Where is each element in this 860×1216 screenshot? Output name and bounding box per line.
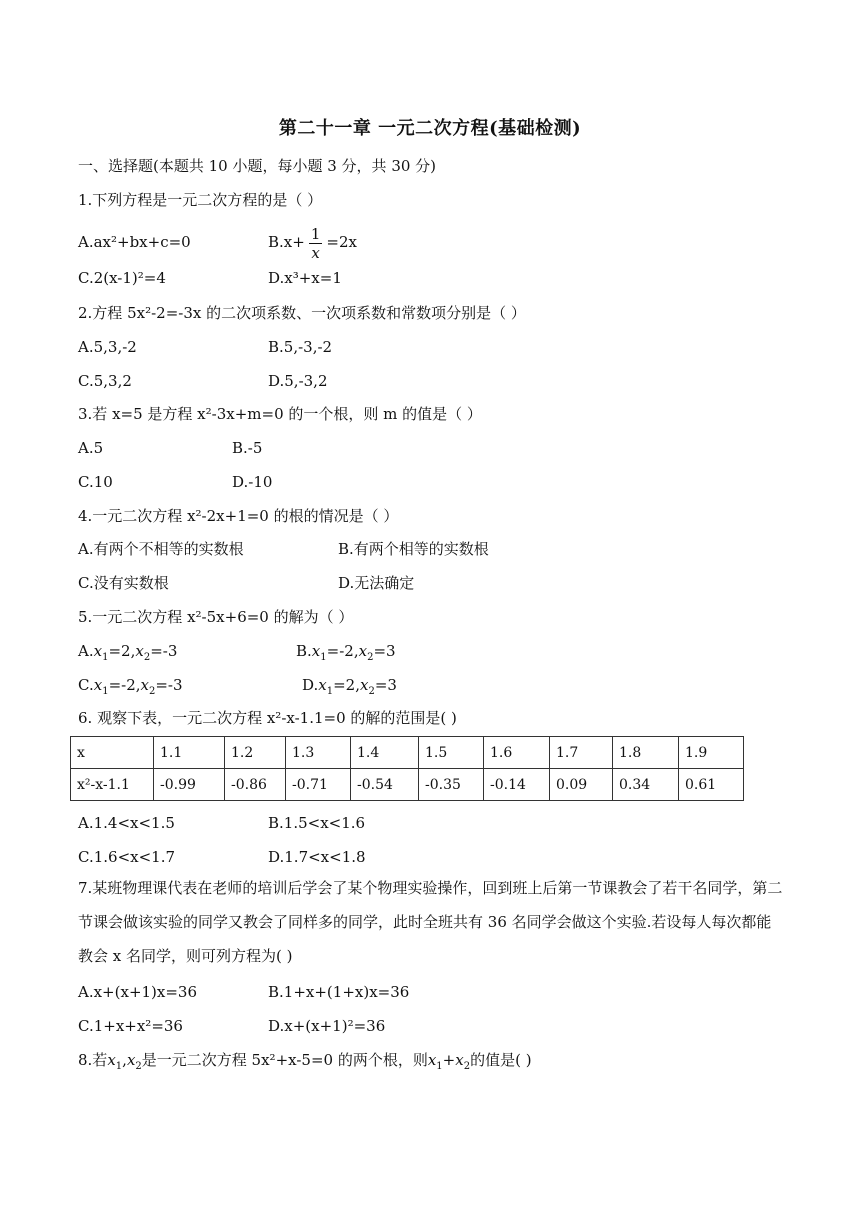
q4-option-a: A.有两个不相等的实数根 <box>78 540 244 558</box>
table-cell: -0.54 <box>351 769 419 801</box>
table-cell: -0.71 <box>286 769 351 801</box>
q5-option-b: $B.x_1=-2,x_2=3$ <box>296 642 396 663</box>
q5-option-d: $D.x_1=2,x_2=3$ <box>302 676 397 697</box>
table-cell: 0.09 <box>550 769 613 801</box>
q1-option-c: C.2(x-1)²=4 <box>78 269 166 287</box>
q7-option-a: A.x+(x+1)x=36 <box>78 983 198 1001</box>
q7-option-b: B.1+x+(1+x)x=36 <box>268 983 410 1001</box>
table-cell: -0.86 <box>225 769 286 801</box>
q3-option-b: B.-5 <box>232 439 263 457</box>
section-heading: 一、选择题(本题共 10 小题，每小题 3 分，共 30 分) <box>78 157 437 175</box>
q7-option-d: D.x+(x+1)²=36 <box>268 1017 386 1035</box>
q5-option-c: $C.x_1=-2,x_2=-3$ <box>78 676 183 697</box>
q4-option-b: B.有两个相等的实数根 <box>338 540 489 558</box>
table-cell: 0.61 <box>679 769 744 801</box>
q7-option-c: C.1+x+x²=36 <box>78 1017 183 1035</box>
q1-option-d: D.x³+x=1 <box>268 269 342 287</box>
values-table <box>70 736 744 801</box>
q6-option-d: D.1.7<x<1.8 <box>268 848 366 866</box>
question-4-stem: 4.一元二次方程 x²-2x+1=0 的根的情况是（ ） <box>78 507 399 525</box>
table-cell: x²-x-1.1 <box>71 769 154 801</box>
table-cell: 1.4 <box>351 737 419 769</box>
table-cell: 1.6 <box>484 737 550 769</box>
q5-option-a: $A.x_1=2,x_2=-3$ <box>78 642 178 663</box>
fraction: $\frac{1}{x}$ <box>310 224 321 262</box>
table-cell: 1.2 <box>225 737 286 769</box>
table-cell: -0.99 <box>154 769 225 801</box>
question-2-stem: 2.方程 5x²-2=-3x 的二次项系数、一次项系数和常数项分别是（ ） <box>78 304 526 322</box>
q1-option-a: A.ax²+bx+c=0 <box>78 233 191 251</box>
table-cell: 1.5 <box>419 737 484 769</box>
question-6-stem: 6. 观察下表，一元二次方程 x²-x-1.1=0 的解的范围是( ) <box>78 709 457 727</box>
question-3-stem: 3.若 x=5 是方程 x²-3x+m=0 的一个根，则 m 的值是（ ） <box>78 405 482 423</box>
q2-option-d: D.5,-3,2 <box>268 372 328 390</box>
table-row <box>71 737 744 769</box>
q6-option-c: C.1.6<x<1.7 <box>78 848 176 866</box>
table-cell: x <box>71 737 154 769</box>
q3-option-d: D.-10 <box>232 473 273 491</box>
table-cell: 1.1 <box>154 737 225 769</box>
q2-option-a: A.5,3,-2 <box>78 338 137 356</box>
q1-option-b: B.x+ $\frac{1}{x}$ =2x <box>268 224 357 262</box>
question-1-stem: 1.下列方程是一元二次方程的是（ ） <box>78 191 323 209</box>
q2-option-b: B.5,-3,-2 <box>268 338 333 356</box>
page-title: 第二十一章 一元二次方程(基础检测) <box>278 118 582 139</box>
table-cell: 0.34 <box>613 769 679 801</box>
table-cell: 1.9 <box>679 737 744 769</box>
q6-option-a: A.1.4<x<1.5 <box>78 814 175 832</box>
table-cell: -0.35 <box>419 769 484 801</box>
table-cell: 1.8 <box>613 737 679 769</box>
question-7-stem: 7.某班物理课代表在老师的培训后学会了某个物理实验操作，回到班上后第一节课教会了若干名同学，第二节课会做该实验的同学又教会了同样多的同学，此时全班共有 36 名同学会做这个实验.若设每人每次都能教会 x 名同学，则可列方程为( ) <box>78 879 783 965</box>
table-cell: -0.14 <box>484 769 550 801</box>
q3-option-a: A.5 <box>78 439 104 457</box>
q4-option-c: C.没有实数根 <box>78 574 169 592</box>
q6-option-b: B.1.5<x<1.6 <box>268 814 366 832</box>
question-8-stem: 8.若$x_1,x_2$是一元二次方程 5x²+x-5=0 的两个根，则$x_1+x_2$的值是( ) <box>78 1051 532 1072</box>
table-cell: 1.7 <box>550 737 613 769</box>
q3-option-c: C.10 <box>78 473 113 491</box>
table-cell: 1.3 <box>286 737 351 769</box>
question-5-stem: 5.一元二次方程 x²-5x+6=0 的解为（ ） <box>78 608 354 626</box>
table-row <box>71 769 744 801</box>
q4-option-d: D.无法确定 <box>338 574 415 592</box>
q2-option-c: C.5,3,2 <box>78 372 132 390</box>
